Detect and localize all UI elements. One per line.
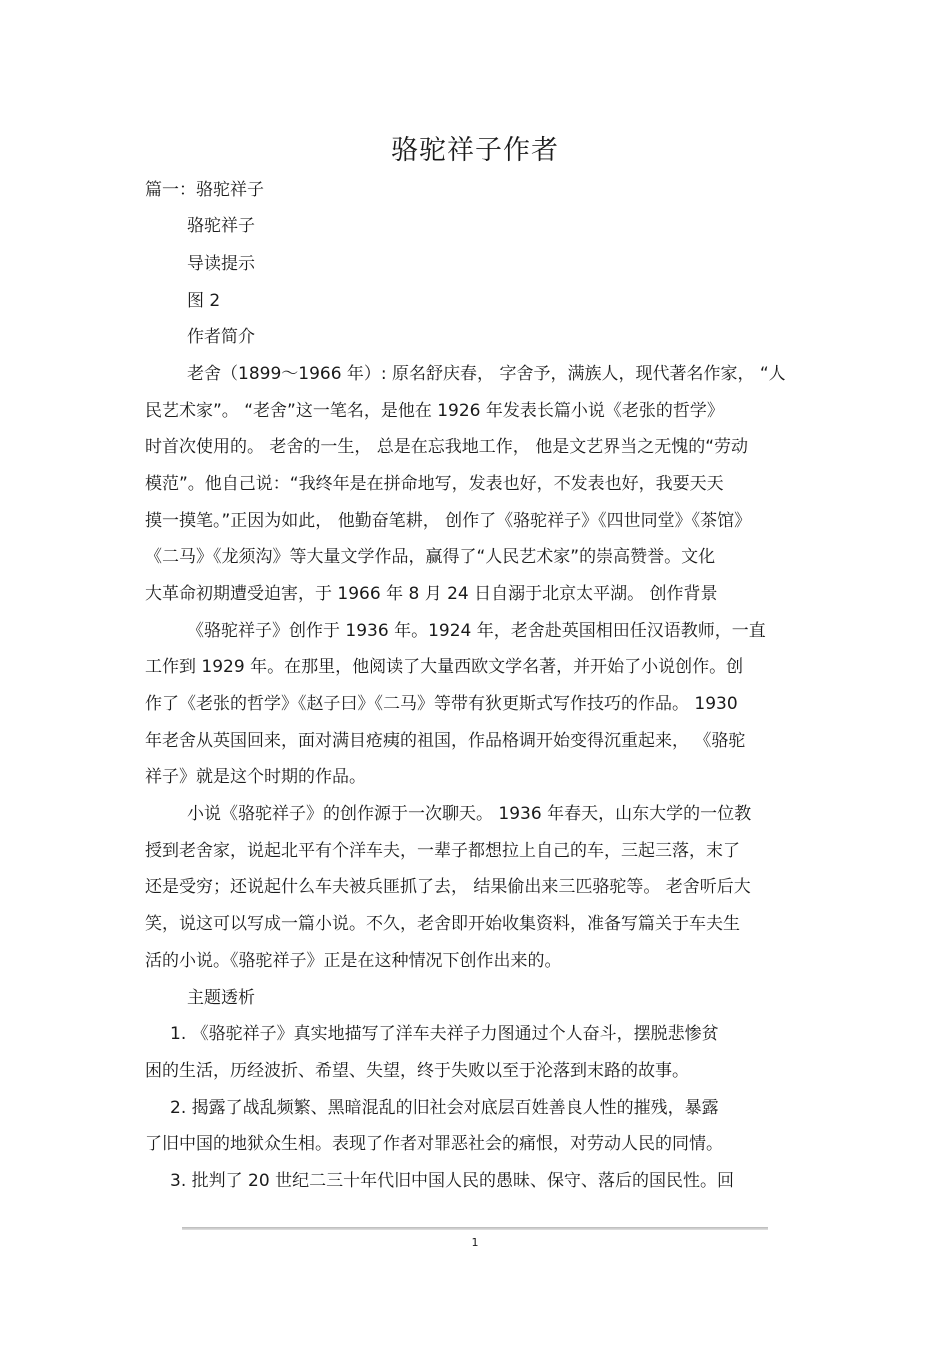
heading-reading-tips: 导读提示 xyxy=(187,254,255,274)
heading-theme-analysis: 主题透析 xyxy=(187,988,255,1008)
list-item-2: 2. 揭露了战乱频繁、黑暗混乱的旧社会对底层百姓善良人性的摧残，暴露 xyxy=(170,1098,719,1118)
section-heading-part-1: 篇一：骆驼祥子 xyxy=(145,180,264,200)
subtitle-line: 骆驼祥子 xyxy=(187,216,255,236)
list-item-3: 3. 批判了 20 世纪二三十年代旧中国人民的愚昧、保守、落后的国民性。回 xyxy=(170,1171,735,1191)
paragraph-line: 摸一摸笔。”正因为如此， 他勤奋笔耕， 创作了《骆驼祥子》《四世同堂》《茶馆》 xyxy=(145,511,752,531)
list-item-2-continued: 了旧中国的地狱众生相。表现了作者对罪恶社会的痛恨，对劳动人民的同情。 xyxy=(145,1134,723,1154)
paragraph-line: 还是受穷；还说起什么车夫被兵匪抓了去， 结果偷出来三匹骆驼等。 老舍听后大 xyxy=(145,877,751,897)
paragraph-line: 祥子》就是这个时期的作品。 xyxy=(145,767,366,787)
list-item-1: 1. 《骆驼祥子》真实地描写了洋车夫祥子力图通过个人奋斗，摆脱悲惨贫 xyxy=(170,1024,719,1044)
paragraph-line: 活的小说。《骆驼祥子》正是在这种情况下创作出来的。 xyxy=(145,951,562,971)
paragraph-line: 小说《骆驼祥子》的创作源于一次聊天。 1936 年春天，山东大学的一位教 xyxy=(187,804,752,824)
page-number: 1 xyxy=(471,1236,479,1249)
document-title: 骆驼祥子作者 xyxy=(391,135,559,166)
heading-author-intro: 作者简介 xyxy=(187,327,255,347)
paragraph-line: 作了《老张的哲学》《赵子曰》《二马》等带有狄更斯式写作技巧的作品。 1930 xyxy=(145,694,738,714)
footer-rule xyxy=(182,1227,768,1230)
paragraph-line: 年老舍从英国回来，面对满目疮痍的祖国，作品格调开始变得沉重起来， 《骆驼 xyxy=(145,731,746,751)
paragraph-line: 授到老舍家，说起北平有个洋车夫，一辈子都想拉上自己的车，三起三落，末了 xyxy=(145,841,740,861)
paragraph-line: 民艺术家”。 “老舍”这一笔名，是他在 1926 年发表长篇小说《老张的哲学》 xyxy=(145,401,724,421)
list-item-1-continued: 困的生活，历经波折、希望、失望，终于失败以至于沦落到末路的故事。 xyxy=(145,1061,689,1081)
figure-label: 图 2 xyxy=(187,291,221,311)
paragraph-line: 《骆驼祥子》创作于 1936 年。1924 年，老舍赴英国相田任汉语教师，一直 xyxy=(187,621,766,641)
paragraph-line: 《二马》《龙须沟》等大量文学作品，赢得了“人民艺术家”的崇高赞誉。文化 xyxy=(145,547,716,567)
paragraph-line: 时首次使用的。 老舍的一生， 总是在忘我地工作， 他是文艺界当之无愧的“劳动 xyxy=(145,437,749,457)
paragraph-line: 笑，说这可以写成一篇小说。不久，老舍即开始收集资料，准备写篇关于车夫生 xyxy=(145,914,740,934)
paragraph-line: 工作到 1929 年。在那里，他阅读了大量西欧文学名著，并开始了小说创作。创 xyxy=(145,657,744,677)
paragraph-line: 模范”。他自己说：“我终年是在拼命地写，发表也好，不发表也好，我要天天 xyxy=(145,474,724,494)
paragraph-line: 大革命初期遭受迫害，于 1966 年 8 月 24 日自溺于北京太平湖。 创作背景 xyxy=(145,584,718,604)
paragraph-line: 老舍（1899～1966 年）: 原名舒庆春， 字舍予，满族人，现代著名作家， “人 xyxy=(187,364,786,384)
